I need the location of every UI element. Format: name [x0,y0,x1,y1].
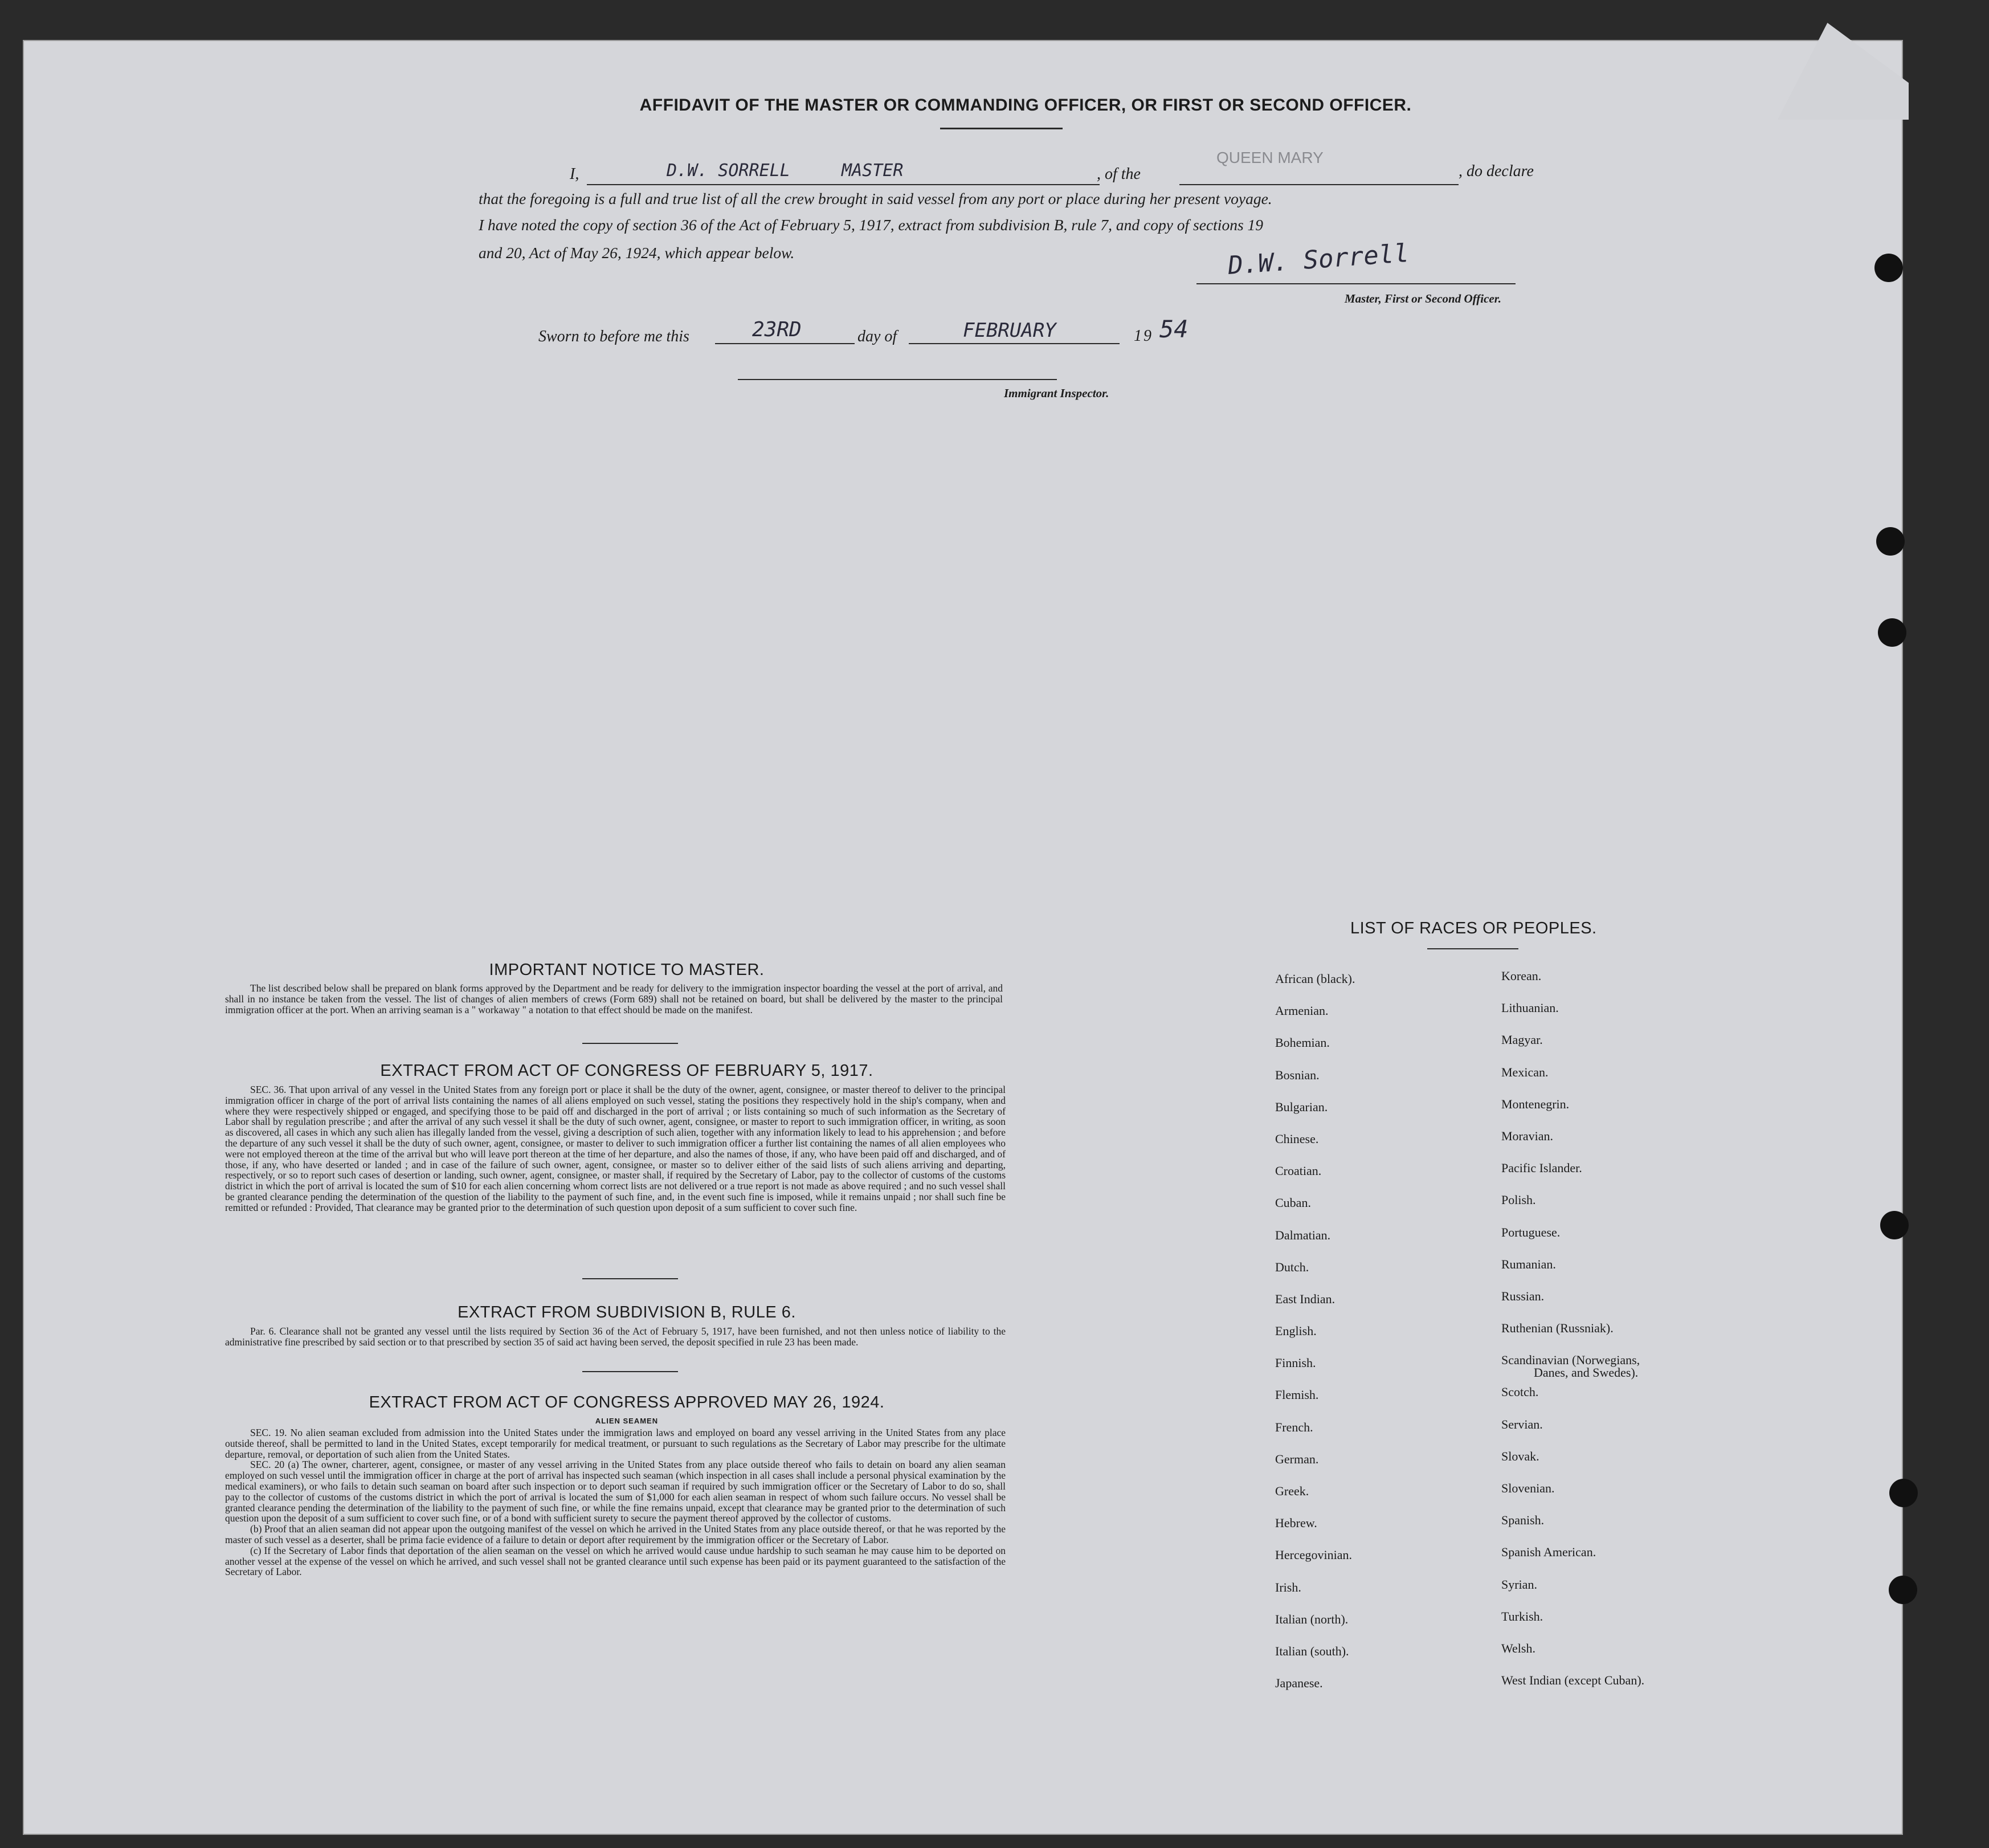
race-item: Hebrew. [1275,1516,1317,1531]
race-item: Croatian. [1275,1164,1322,1178]
race-item: Portuguese. [1501,1225,1561,1239]
race-item: Servian. [1501,1417,1543,1431]
race-item: African (black). [1275,972,1355,986]
race-item: French. [1275,1419,1313,1434]
race-item: Moravian. [1501,1128,1554,1143]
race-item: Ruthenian (Russniak). [1501,1321,1614,1336]
race-item: Cuban. [1275,1196,1311,1210]
race-item: Lithuanian. [1501,1001,1559,1015]
officer-caption: Master, First or Second Officer. [1345,292,1501,305]
vessel-name: QUEEN MARY [1216,149,1324,166]
race-item: Finnish. [1275,1356,1316,1370]
section-36-paragraph: SEC. 36. That upon arrival of any vessel in the United States from any foreign port or place it shall be the duty of the owner, agent, consignee, or master thereof to deliver to the principal immigration officer in charge of the port of arrival lists containing the names of all aliens employed on such vessel, stating the positions they respectively hold in the ship's company, when and where they were respectively shipped or engaged, and specifying those to be paid off and discharged in the port of arrival ; or lists containing so much of such information as the Secretary of Labor shall by regulation prescribe ; and after the arrival of any such vessel it shall be the duty of such owner, agent, consignee, or master to report to such immigration officer, in writing, as soon as discovered, all cases in which any such alien has illegally landed from the vessel, giving a description of such alien, together with any information likely to lead to his apprehension ; and before the departure of any such vessel it shall be the duty of such owner, agent, consignee, or master to deliver to such immigration officer a further list containing the names of all alien employees who were not employed thereon at the time of the arrival but who will leave port thereon at the time of her departure, and also the names of those, if any, who have been paid off and discharged, and of those, if any, who have deserted or landed ; and in case of the failure of such owner, agent, consignee, or master so to deliver either of the said lists of such aliens arriving and departing, respectively, or so to report such cases of desertion or landing, such owner, agent, consignee, or master shall, if required by the Secretary of Labor, pay to the collector of customs of the customs district in which the port of arrival is located the sum of $10 for each alien concerning whom correct lists are not delivered or a true report is not made as above required ; and no such vessel shall be granted clearance pending the determination of the question of the liability to the payment of such fine, and, in the event such fine is imposed, while it remains unpaid ; nor shall such fine be remitted or refunded : Provided, That clearance may be granted prior to the determination of such question upon deposit of a sum sufficient to cover such fine. [225,1084,1006,1213]
section-20a-paragraph: SEC. 20 (a) The owner, charterer, agent, consignee, or master of any vessel arriving in the United States from any place outside thereof who fails to detain on board any alien seaman employed on such vessel until the immigration officer in charge at the port of arrival has inspected such seaman (which inspection in all cases shall include a personal physical examination by the medical examiners), or who fails to detain such seaman on board after such inspection or to deport such seaman if required by such immigration officer or the Secretary of Labor to do so, shall pay to the collector of customs of the customs district in which the port of arrival is located the sum of $1,000 for each alien seaman in respect of whom such failure occurs. No vessel shall be granted clearance pending the determination of the liability to the payment of such fine, or while the fine remains unpaid, except that clearance may be granted prior to the determination of such question upon the deposit of a sum sufficient to cover such fine, or of a bond with sufficient surety to secure the payment thereof approved by the collector of customs. [225,1459,1006,1524]
do-declare-label: , do declare [1459,162,1534,180]
race-item: Bulgarian. [1275,1099,1328,1114]
sworn-label: Sworn to before me this [538,328,689,345]
race-item: English. [1275,1324,1317,1339]
extract-1924-text [225,1427,1006,1577]
notice-text [225,983,1003,1015]
race-item: Pacific Islander. [1501,1161,1582,1176]
affidavit-line-2: that the foregoing is a full and true list of all the crew brought in said vessel from any port or place during her present voyage. [479,190,1272,207]
race-item: German. [1275,1451,1319,1466]
race-item: Chinese. [1275,1131,1319,1146]
race-item: Italian (south). [1275,1643,1349,1658]
race-item: Russian. [1501,1288,1545,1303]
affidavit-title: AFFIDAVIT OF THE MASTER OR COMMANDING OFFICER, OR FIRST OR SECOND OFFICER. [639,96,1412,115]
punch-hole [1874,254,1903,282]
race-item: Korean. [1501,969,1542,983]
notice-title: IMPORTANT NOTICE TO MASTER. [489,961,765,979]
races-right-column [1501,969,1644,1705]
race-item: Mexican. [1501,1064,1549,1079]
race-item-continuation: Danes, and Swedes). [1534,1365,1639,1380]
race-item: Bosnian. [1275,1067,1320,1082]
punch-hole [1878,618,1906,647]
race-item: Syrian. [1501,1577,1537,1592]
master-name: D.W. SORRELL MASTER [667,161,904,181]
race-item: Flemish. [1275,1388,1319,1402]
punch-hole [1889,1479,1918,1507]
divider [582,1371,678,1372]
races-title-underline [1427,948,1518,949]
race-item: Japanese. [1275,1676,1323,1691]
races-left-column [1275,972,1355,1708]
par-6-paragraph: Par. 6. Clearance shall not be granted any vessel until the lists required by Section 36 of the Act of February 5, 1917, have been furnished, and not then unless notice of liability to the administrative fine prescribed by said section or to that prescribed by section 35 of said act having been served, the deposit specified in rule 23 has been made. [225,1325,1006,1348]
race-item: Greek. [1275,1484,1309,1498]
race-item: Welsh. [1501,1641,1535,1655]
extract-1917-text [225,1084,1006,1213]
of-the-label: , of the [1097,165,1141,183]
title-underline [940,128,1063,129]
race-item: East Indian. [1275,1291,1335,1306]
race-item: Rumanian. [1501,1257,1556,1271]
sworn-month: FEBRUARY [963,319,1056,342]
divider [582,1278,678,1279]
name-line [587,184,1100,185]
race-item: Dalmatian. [1275,1227,1331,1242]
affidavit-line-3: I have noted the copy of section 36 of the Act of February 5, 1917, extract from subdivision B, rule 7, and copy of sections 19 [479,216,1264,234]
punch-hole [1889,1576,1917,1604]
section-20c-paragraph: (c) If the Secretary of Labor finds that deportation of the alien seaman on the vessel on which he arrived would cause undue hardship to such seaman he may cause him to be deported on another vessel at the expense of the vessel on which he arrived, and such vessel shall not be granted clearance until such expense has been paid or its payment guaranteed to the satisfaction of the Secretary of Labor. [225,1544,1006,1578]
extract-1924-title: EXTRACT FROM ACT OF CONGRESS APPROVED MAY 26, 1924. [369,1393,885,1412]
race-item: Scotch. [1501,1385,1539,1400]
race-item: Italian (north). [1275,1612,1349,1626]
race-item: Montenegrin. [1501,1096,1570,1111]
divider [582,1043,678,1044]
day-of-label: day of [857,328,897,345]
race-item: Hercegovinian. [1275,1548,1352,1563]
month-line [909,343,1120,344]
race-item: Bohemian. [1275,1035,1330,1050]
extract-1917-title: EXTRACT FROM ACT OF CONGRESS OF FEBRUARY 5, 1917. [380,1062,873,1080]
race-item: Slovenian. [1501,1481,1555,1495]
section-19-paragraph: SEC. 19. No alien seaman excluded from admission into the United States under the immigration laws and employed on board any vessel arriving in the United States from any place outside thereof, shall be permitted to land in the United States, except temporarily for medical treatment, or pursuant to such regulations as the Secretary of Labor may prescribe for the ultimate departure, removal, or deportation of such alien from the United States. [225,1427,1006,1460]
race-item: Polish. [1501,1193,1536,1207]
i-label: I, [570,165,579,183]
year-suffix: 54 [1159,315,1189,343]
inspector-line [738,379,1057,380]
notice-paragraph: The list described below shall be prepared on blank forms approved by the Department and be ready for delivery to the immigration inspector boarding the vessel at the port of arrival, and shall in no instance be taken from the vessel. The list of changes of alien members of crews (Form 689) shall not be retained on board, but shall be delivered by the master to the principal immigration officer at the port. When an arriving seaman is a " workaway " a notation to that effect should be made on the manifest. [225,982,1003,1015]
section-20b-paragraph: (b) Proof that an alien seaman did not appear upon the outgoing manifest of the vessel on which he arrived in the United States from any place outside thereof, or that he was reported by the master of such vessel as a deserter, shall be prima facie evidence of a failure to detain or deport after requirement by the immigration officer or the Secretary of Labor. [225,1523,1006,1545]
punch-hole [1880,1211,1909,1239]
extract-rule6-text [225,1326,1006,1348]
inspector-caption: Immigrant Inspector. [1004,386,1109,400]
race-item: Slovak. [1501,1449,1539,1463]
signature-line [1196,283,1516,284]
year-prefix: 19 [1134,327,1153,345]
alien-seamen-subtitle: ALIEN SEAMEN [595,1417,659,1425]
vessel-line [1179,184,1459,185]
races-title: LIST OF RACES OR PEOPLES. [1350,919,1597,937]
race-item: Spanish American. [1501,1545,1596,1560]
race-item: Scandinavian (Norwegians, [1501,1353,1640,1368]
master-signature: D.W. Sorrell [1227,238,1410,281]
race-item: Armenian. [1275,1003,1329,1018]
race-item: Magyar. [1501,1033,1543,1047]
race-item: Irish. [1275,1580,1301,1594]
sworn-day: 23RD [752,318,802,341]
race-item: Spanish. [1501,1513,1545,1528]
race-item: Dutch. [1275,1259,1309,1274]
affidavit-line-4: and 20, Act of May 26, 1924, which appear below. [479,244,795,262]
race-item: West Indian (except Cuban). [1501,1673,1645,1688]
day-line [715,343,855,344]
extract-rule6-title: EXTRACT FROM SUBDIVISION B, RULE 6. [458,1303,796,1321]
punch-hole [1876,527,1905,556]
race-item: Turkish. [1501,1609,1543,1623]
